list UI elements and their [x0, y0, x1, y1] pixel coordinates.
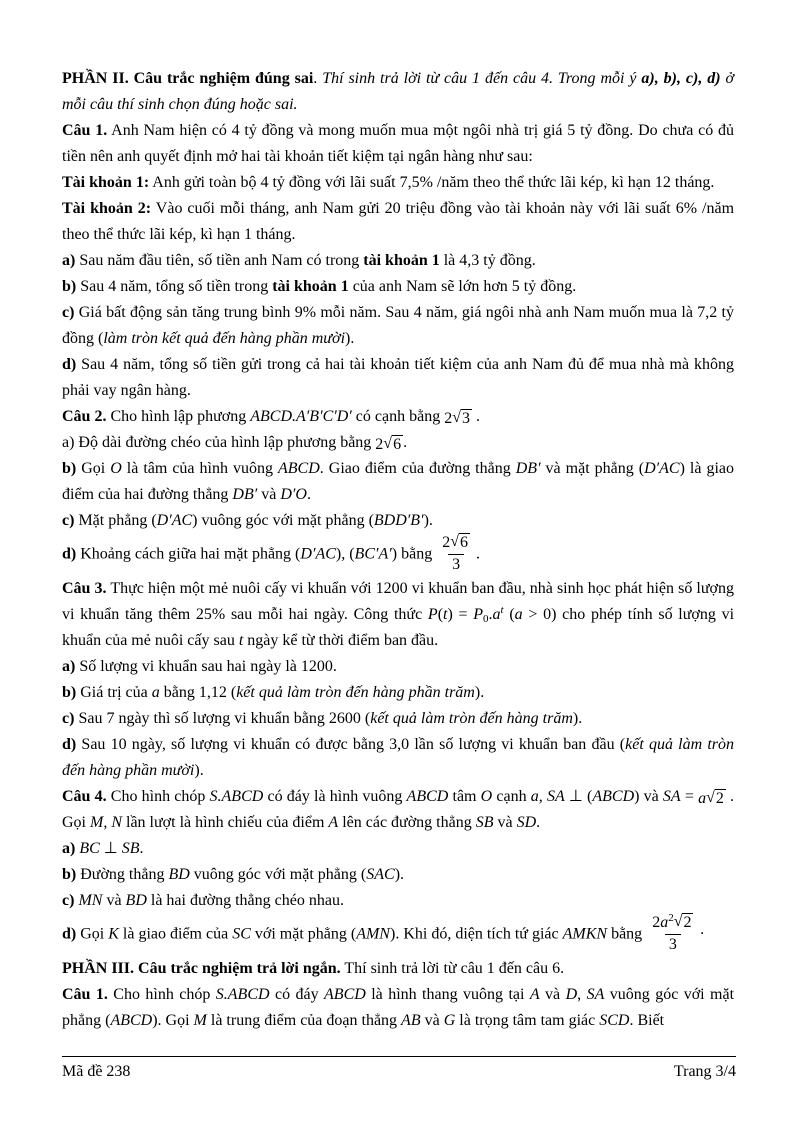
part2-heading: PHẦN II. Câu trắc nghiệm đúng sai. Thí sinh trả lời từ câu 1 đến câu 4. Trong mỗi ý a), b), c), d) ở mỗi câu thí sinh chọn đúng hoặc sai. — [62, 70, 735, 113]
q4-option-c: c) MN và BD là hai đường thẳng chéo nhau. — [62, 892, 344, 909]
q4-option-a: a) BC ⊥ SB. — [62, 840, 144, 857]
q4-option-b: b) Đường thẳng BD vuông góc với mặt phẳng (SAC). — [62, 866, 405, 883]
q4-option-d: d) Gọi K là giao điểm của SC với mặt phẳng (AMN). Khi đó, diện tích tứ giác AMKN bằng $\frac{2a^2√2}{3}$ · — [62, 912, 705, 953]
q3-option-a: a) Số lượng vi khuẩn sau hai ngày là 1200. — [62, 658, 337, 675]
page-footer — [62, 1056, 736, 1082]
q3-intro: Câu 3. Thực hiện một mẻ nuôi cấy vi khuẩn với 1200 vi khuẩn ban đầu, nhà sinh học phát hiện số lượng vi khuẩn tăng thêm 25% sau mỗi hai ngày. Công thức $P(t) = P_0.a^t$ (a > 0) cho phép tính số lượng vi khuẩn của mẻ nuôi cấy sau t ngày kể từ thời điểm ban đầu. — [62, 580, 735, 649]
q1-option-a: a) Sau năm đầu tiên, số tiền anh Nam có trong tài khoản 1 là 4,3 tỷ đồng. — [62, 252, 536, 269]
part3-heading: PHẦN III. Câu trắc nghiệm trả lời ngắn. Thí sinh trả lời từ câu 1 đến câu 6. — [62, 960, 565, 977]
q1-intro: Câu 1. Anh Nam hiện có 4 tỷ đồng và mong muốn mua một ngôi nhà trị giá 5 tỷ đồng. Do chưa có đủ tiền nên anh quyết định mở hai tài khoản tiết kiệm tại ngân hàng như sau: — [62, 122, 734, 165]
q2-option-c: c) Mặt phẳng (D′AC) vuông góc với mặt phẳng (BDD′B′). — [62, 512, 433, 529]
q1-option-d: d) Sau 4 năm, tổng số tiền gửi trong cả hai tài khoản tiết kiệm của anh Nam đủ để mua nhà mà không phải vay ngân hàng. — [62, 356, 734, 399]
q3-option-c: c) Sau 7 ngày thì số lượng vi khuẩn bằng 2600 (kết quả làm tròn đến hàng trăm). — [62, 710, 583, 727]
q2-option-a: a) Độ dài đường chéo của hình lập phương bằng 2√6 . — [62, 434, 408, 453]
q1-option-c: c) Giá bất động sản tăng trung bình 9% mỗi năm. Sau 4 năm, giá ngôi nhà anh Nam muốn mua là 7,2 tỷ đồng (làm tròn kết quả đến hàng phần mười). — [62, 304, 734, 347]
part3-q1-intro: Câu 1. Cho hình chóp S.ABCD có đáy ABCD là hình thang vuông tại A và D, SA vuông góc với mặt phẳng (ABCD). Gọi M là trung điểm của đoạn thẳng AB và G là trọng tâm tam giác SCD. Biết — [62, 986, 735, 1029]
q3-option-d: d) Sau 10 ngày, số lượng vi khuẩn có được bằng 3,0 lần số lượng vi khuẩn ban đầu (kết quả làm tròn đến hàng phần mười). — [62, 736, 734, 779]
q2-intro: Câu 2. Cho hình lập phương ABCD.A′B′C′D′ có cạnh bằng 2√3 . — [62, 408, 480, 427]
q1-option-b: b) Sau 4 năm, tổng số tiền trong tài khoản 1 của anh Nam sẽ lớn hơn 5 tỷ đồng. — [62, 278, 577, 295]
q3-option-b: b) Giá trị của a bằng 1,12 (kết quả làm tròn đến hàng phần trăm). — [62, 684, 485, 701]
q2-option-d: d) Khoảng cách giữa hai mặt phẳng (D′AC), (BC′A′) bằng $\frac{2√6}{3}$ . — [62, 533, 480, 573]
exam-code: Mã đề 238 — [62, 1063, 131, 1080]
q4-intro: Câu 4. Cho hình chóp S.ABCD có đáy là hình vuông ABCD tâm O cạnh a, SA ⊥ (ABCD) và SA = a√2 . Gọi M, N lần lượt là hình chiếu của điểm A lên các đường thẳng SB và SD. — [62, 788, 735, 831]
q2-option-b: b) Gọi O là tâm của hình vuông ABCD. Giao điểm của đường thẳng DB′ và mặt phẳng (D′AC) là giao điểm của hai đường thẳng DB′ và D′O. — [62, 460, 735, 503]
q1-account1: Tài khoản 1: Anh gửi toàn bộ 4 tỷ đồng với lãi suất 7,5% /năm theo thể thức lãi kép, kì hạn 12 tháng. — [62, 174, 715, 191]
q1-account2: Tài khoản 2: Vào cuối mỗi tháng, anh Nam gửi 20 triệu đồng vào tài khoản này với lãi suất 6% /năm theo thể thức lãi kép, kì hạn 1 tháng. — [62, 200, 735, 243]
page-number: Trang 3/4 — [673, 1063, 736, 1080]
